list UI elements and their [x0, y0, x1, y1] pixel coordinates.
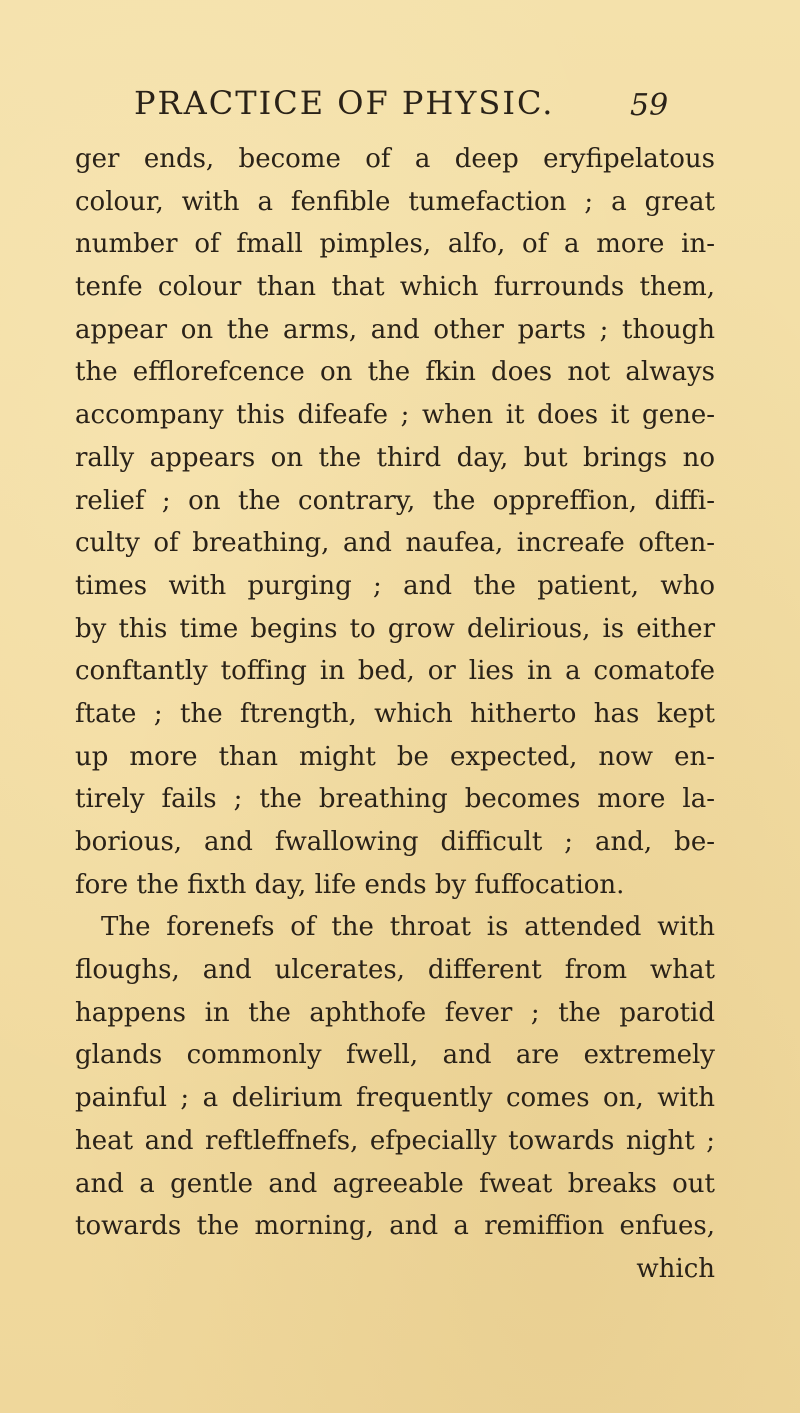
text-line: glands commonly fwell, and are extremely — [75, 1040, 715, 1071]
text-line: conftantly toffing in bed, or lies in a comatofe — [75, 656, 715, 687]
running-head: PRACTICE OF PHYSIC. — [134, 84, 555, 122]
text-line: fore the fixth day, life ends by fuffocation. — [75, 869, 625, 900]
text-line: painful ; a delirium frequently comes on, with — [75, 1083, 715, 1114]
text-line: by this time begins to grow delirious, is either — [75, 613, 715, 644]
paragraph-start-line: The forenefs of the throat is attended with — [101, 912, 715, 943]
text-line: accompany this difeafe ; when it does it gene- — [75, 400, 715, 431]
text-line: heat and reftleffnefs, efpecially towards night ; — [75, 1125, 715, 1156]
text-line: towards the morning, and a remiffion enfues, — [75, 1211, 715, 1242]
text-line: ger ends, become of a deep eryfipelatous — [75, 144, 715, 174]
text-line: culty of breathing, and naufea, increafe often- — [75, 528, 715, 559]
page-header — [120, 84, 720, 124]
text-line: tenfe colour than that which furrounds them, — [75, 272, 715, 303]
body-text — [75, 138, 715, 1291]
text-line: relief ; on the contrary, the oppreffion, diffi- — [75, 485, 715, 516]
text-line: borious, and fwallowing difficult ; and, be- — [75, 827, 715, 857]
catchword: which — [636, 1253, 715, 1284]
text-line: number of fmall pimples, alfo, of a more in- — [75, 229, 715, 260]
text-line: the efflorefcence on the fkin does not always — [75, 357, 715, 388]
text-line: floughs, and ulcerates, different from what — [75, 955, 715, 986]
text-line: happens in the aphthofe fever ; the parotid — [75, 997, 715, 1028]
text-line: colour, with a fenfible tumefaction ; a great — [75, 186, 715, 217]
text-line: appear on the arms, and other parts ; though — [75, 314, 715, 345]
text-line: tirely fails ; the breathing becomes more la- — [75, 784, 715, 815]
text-line: up more than might be expected, now en- — [75, 741, 715, 772]
page-number: 59 — [630, 88, 669, 123]
text-line: rally appears on the third day, but brings no — [75, 442, 715, 473]
text-line: times with purging ; and the patient, who — [75, 570, 715, 601]
text-line: and a gentle and agreeable fweat breaks out — [75, 1168, 715, 1199]
text-line: ftate ; the ftrength, which hitherto has kept — [75, 698, 715, 729]
